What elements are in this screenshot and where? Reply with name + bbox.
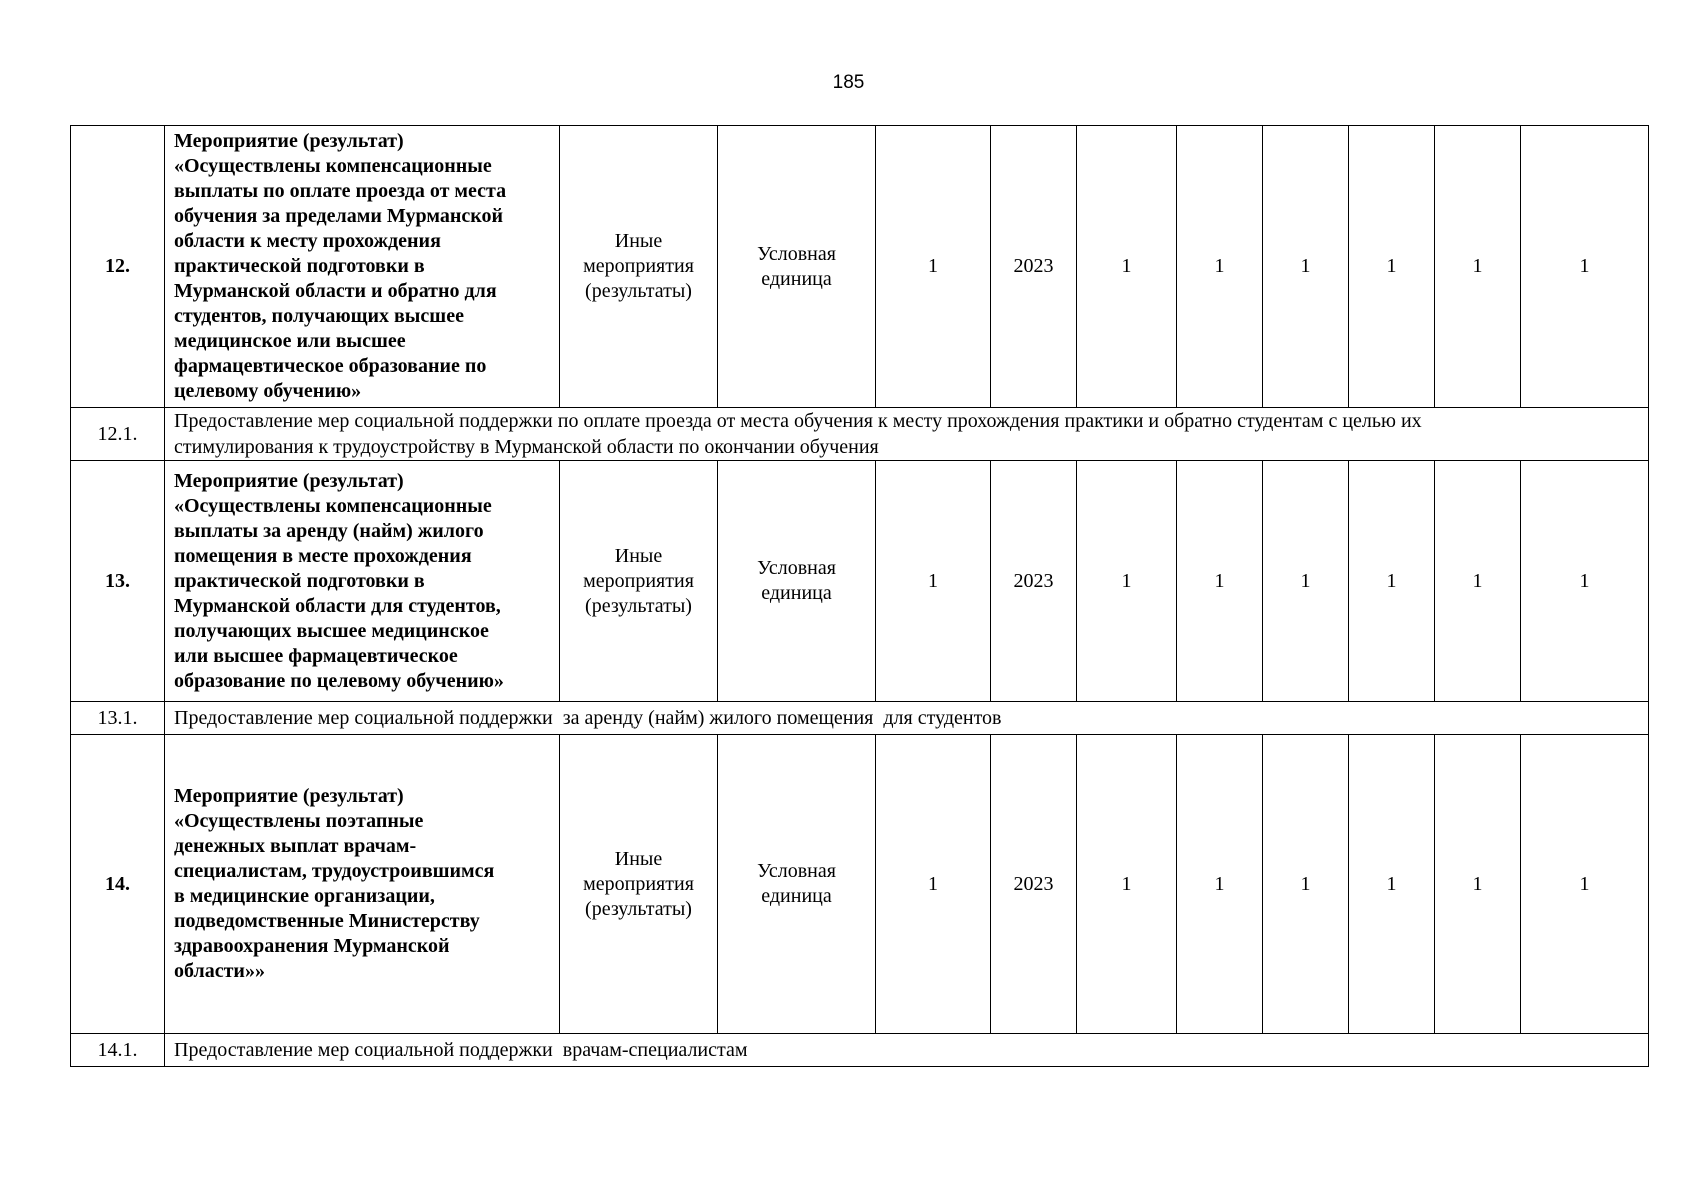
base-value: 1 bbox=[876, 126, 991, 408]
base-year: 2023 bbox=[991, 461, 1077, 702]
table-row bbox=[71, 702, 1649, 735]
sub-row-description: Предоставление мер социальной поддержки врачам-специалистам bbox=[165, 1034, 1649, 1067]
year-value: 1 bbox=[1349, 735, 1435, 1034]
event-type: Иные мероприятия (результаты) bbox=[560, 126, 718, 408]
event-title: Мероприятие (результат) «Осуществлены поэтапные денежных выплат врачам- специалистам, трудоустроившимся в медицинские организации, подведомственные Министерству здравоохранения Мурманской области»» bbox=[165, 735, 560, 1034]
year-value: 1 bbox=[1521, 126, 1649, 408]
unit-of-measure: Условная единица bbox=[718, 461, 876, 702]
year-value: 1 bbox=[1263, 461, 1349, 702]
year-value: 1 bbox=[1077, 126, 1177, 408]
year-value: 1 bbox=[1077, 735, 1177, 1034]
event-type: Иные мероприятия (результаты) bbox=[560, 461, 718, 702]
year-value: 1 bbox=[1435, 461, 1521, 702]
year-value: 1 bbox=[1435, 735, 1521, 1034]
year-value: 1 bbox=[1077, 461, 1177, 702]
year-value: 1 bbox=[1177, 735, 1263, 1034]
sub-row-number: 14.1. bbox=[71, 1034, 165, 1067]
row-number: 14. bbox=[71, 735, 165, 1034]
year-value: 1 bbox=[1521, 461, 1649, 702]
event-title: Мероприятие (результат) «Осуществлены компенсационные выплаты за аренду (найм) жилого помещения в месте прохождения практической подготовки в Мурманской области для студентов, получающих высшее медицинское или высшее фармацевтическое образование по целевому обучению» bbox=[165, 461, 560, 702]
base-year: 2023 bbox=[991, 735, 1077, 1034]
year-value: 1 bbox=[1263, 126, 1349, 408]
year-value: 1 bbox=[1177, 461, 1263, 702]
event-title: Мероприятие (результат) «Осуществлены компенсационные выплаты по оплате проезда от места обучения за пределами Мурманской области к месту прохождения практической подготовки в Мурманской области и обратно для студентов, получающих высшее медицинское или высшее фармацевтическое образование по целевому обучению» bbox=[165, 126, 560, 408]
sub-row-description: Предоставление мер социальной поддержки по оплате проезда от места обучения к месту прохождения практики и обратно студентам с целью их стимулирования к трудоустройству в Мурманской области по окончании обучения bbox=[165, 408, 1649, 461]
year-value: 1 bbox=[1177, 126, 1263, 408]
unit-of-measure: Условная единица bbox=[718, 735, 876, 1034]
year-value: 1 bbox=[1435, 126, 1521, 408]
sub-row-description: Предоставление мер социальной поддержки за аренду (найм) жилого помещения для студентов bbox=[165, 702, 1649, 735]
table-row bbox=[71, 126, 1649, 408]
table-row bbox=[71, 408, 1649, 461]
year-value: 1 bbox=[1349, 126, 1435, 408]
base-value: 1 bbox=[876, 735, 991, 1034]
row-number: 12. bbox=[71, 126, 165, 408]
table-row bbox=[71, 1034, 1649, 1067]
sub-row-number: 13.1. bbox=[71, 702, 165, 735]
sub-row-number: 12.1. bbox=[71, 408, 165, 461]
page-number: 185 bbox=[832, 72, 865, 93]
base-value: 1 bbox=[876, 461, 991, 702]
year-value: 1 bbox=[1349, 461, 1435, 702]
event-type: Иные мероприятия (результаты) bbox=[560, 735, 718, 1034]
unit-of-measure: Условная единица bbox=[718, 126, 876, 408]
year-value: 1 bbox=[1521, 735, 1649, 1034]
table-row bbox=[71, 735, 1649, 1034]
results-table bbox=[70, 125, 1649, 1067]
base-year: 2023 bbox=[991, 126, 1077, 408]
year-value: 1 bbox=[1263, 735, 1349, 1034]
row-number: 13. bbox=[71, 461, 165, 702]
table-row bbox=[71, 461, 1649, 702]
